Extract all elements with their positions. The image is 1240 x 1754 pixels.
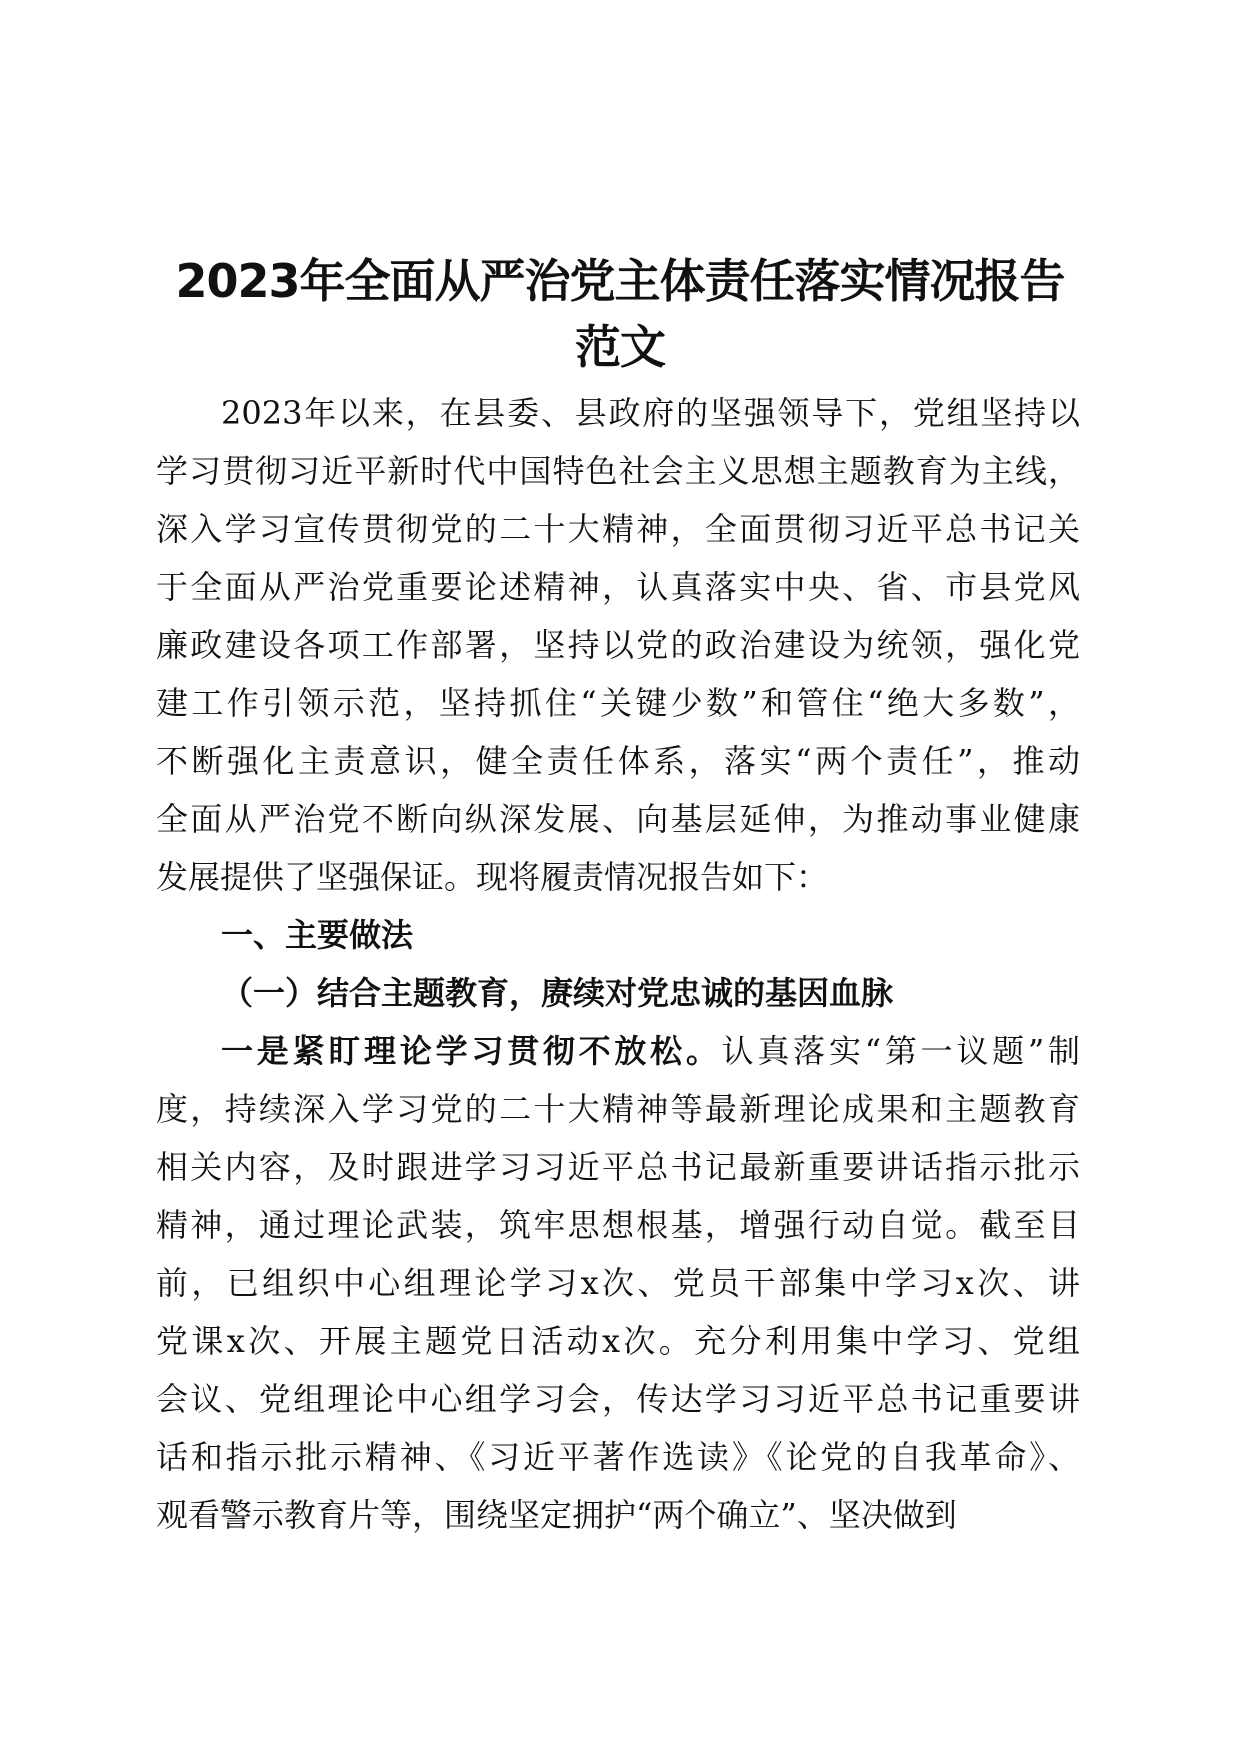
intro-line: 廉政建设各项工作部署，坚持以党的政治建设为统领，强化党 <box>156 626 1080 664</box>
intro-line: 不断强化主责意识，健全责任体系，落实“两个责任”，推动 <box>156 742 1080 780</box>
paragraph-text: 认真落实“第一议题”制 <box>721 1032 1080 1070</box>
paragraph-line: 度，持续深入学习党的二十大精神等最新理论成果和主题教育 <box>156 1090 1080 1128</box>
intro-line: 深入学习宣传贯彻党的二十大精神，全面贯彻习近平总书记关 <box>156 510 1080 548</box>
intro-line: 全面从严治党不断向纵深发展、向基层延伸，为推动事业健康 <box>156 800 1080 838</box>
document-title-line-1: 2023年全面从严治党主体责任落实情况报告 <box>175 254 1065 308</box>
intro-line: 学习贯彻习近平新时代中国特色社会主义思想主题教育为主线， <box>156 452 1080 490</box>
intro-line: 建工作引领示范，坚持抓住“关键少数”和管住“绝大多数”， <box>156 684 1080 722</box>
intro-line: 发展提供了坚强保证。现将履责情况报告如下： <box>156 858 829 896</box>
paragraph-line: 党课x次、开展主题党日活动x次。充分利用集中学习、党组 <box>156 1322 1080 1360</box>
paragraph-lead: 一是紧盯理论学习贯彻不放松。 <box>221 1032 722 1070</box>
subsection-heading: （一）结合主题教育，赓续对党忠诚的基因血脉 <box>221 974 894 1012</box>
paragraph-line: 前，已组织中心组理论学习x次、党员干部集中学习x次、讲 <box>156 1264 1080 1302</box>
document-title-line-2: 范文 <box>575 320 665 374</box>
section-heading: 一、主要做法 <box>221 916 414 954</box>
paragraph-line: 话和指示批示精神、《习近平著作选读》《论党的自我革命》、 <box>156 1438 1080 1476</box>
intro-line: 于全面从严治党重要论述精神，认真落实中央、省、市县党风 <box>156 568 1080 606</box>
paragraph-line: 相关内容，及时跟进学习习近平总书记最新重要讲话指示批示 <box>156 1148 1080 1186</box>
intro-line: 2023年以来，在县委、县政府的坚强领导下，党组坚持以 <box>221 394 1080 432</box>
paragraph-first-line <box>221 1022 1080 1080</box>
paragraph-line: 精神，通过理论武装，筑牢思想根基，增强行动自觉。截至目 <box>156 1206 1080 1244</box>
paragraph-line: 会议、党组理论中心组学习会，传达学习习近平总书记重要讲 <box>156 1380 1080 1418</box>
paragraph-line: 观看警示教育片等，围绕坚定拥护“两个确立”、坚决做到 <box>156 1496 957 1534</box>
